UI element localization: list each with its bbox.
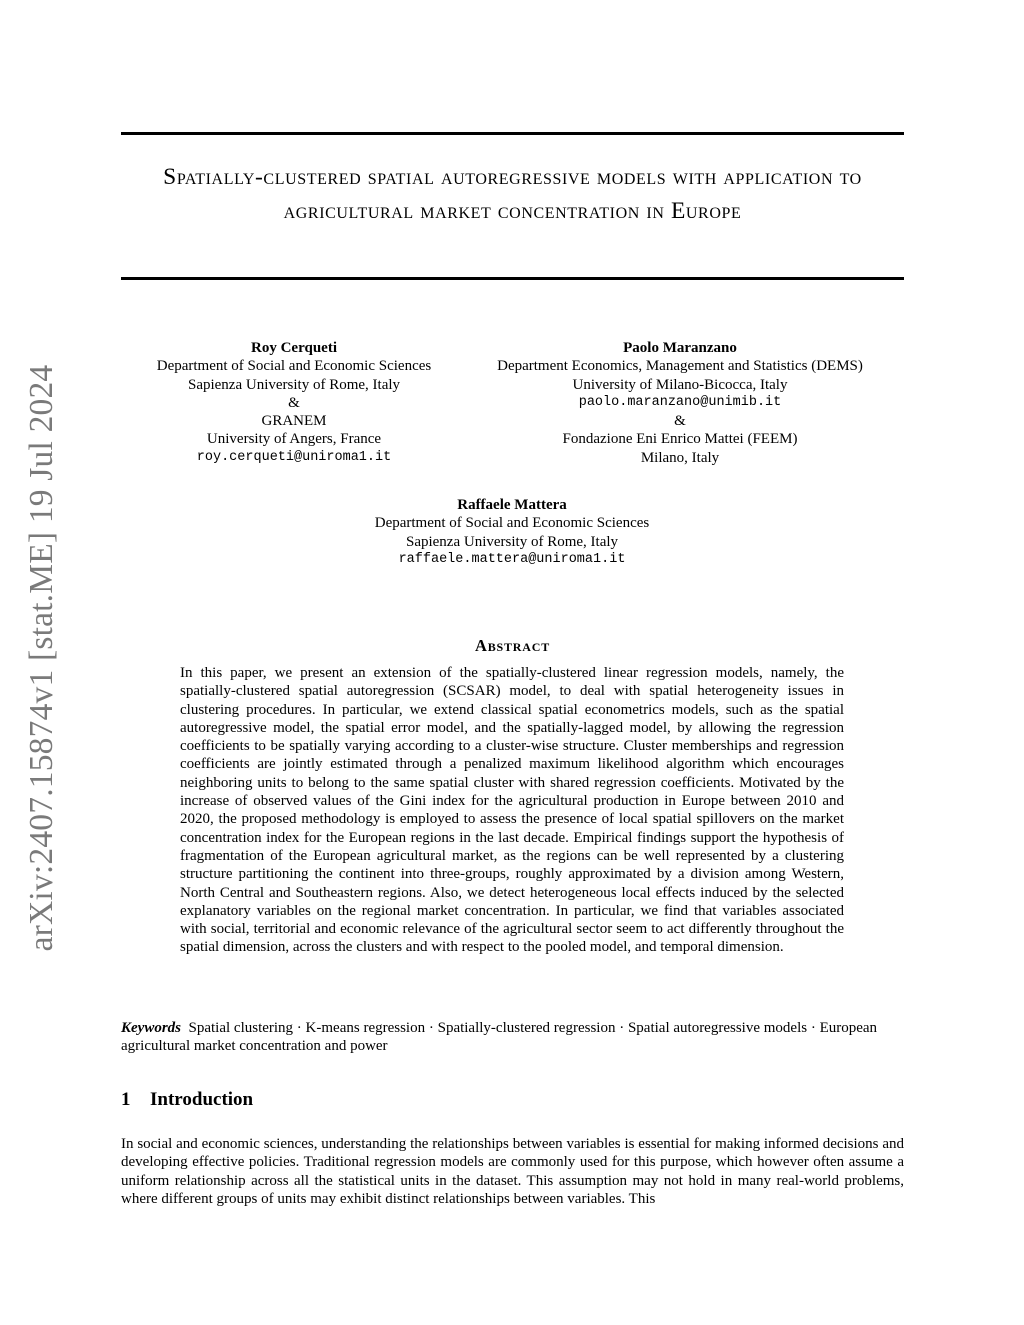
section-title: Introduction [150, 1089, 254, 1110]
arxiv-identifier-stamp: arXiv:2407.15874v1 [stat.ME] 19 Jul 2024 [23, 364, 60, 952]
keywords-label: Keywords [121, 1020, 181, 1036]
author-email[interactable]: raffaele.mattera@uniroma1.it [398, 551, 626, 567]
author-affiliation-line: Fondazione Eni Enrico Mattei (FEEM) [562, 431, 798, 448]
author-affiliation-line: Sapienza University of Rome, Italy [405, 533, 619, 550]
author-affiliation-line: Milano, Italy [640, 449, 720, 466]
author-name: Roy Cerqueti [251, 340, 337, 356]
author-block-3 [312, 496, 712, 569]
author-affiliation-line: Department Economics, Management and Statistics (DEMS) [497, 358, 863, 375]
keywords-block [121, 1019, 904, 1056]
author-affiliation-line: & [288, 394, 300, 411]
introduction-paragraph: In social and economic sciences, understanding the relationships between variables is essential for making informed decisions and developing effective policies. Traditional regression models are commonly used for this purpose, which however often assume a uniform relationship across all the statistical units in the dataset. This assumption may not hold in many real-world problems, where different groups of units may exhibit distinct relationships between variables. This [121, 1136, 904, 1207]
author-name: Paolo Maranzano [623, 340, 737, 356]
author-affiliation-line: GRANEM [261, 413, 327, 430]
author-name: Raffaele Mattera [457, 497, 567, 513]
author-block-1 [130, 339, 458, 467]
keywords-list: Spatial clustering · K-means regression · Spatially-clustered regression · Spatial autoregressive models · European agricultural market concentration and power [121, 1020, 878, 1055]
title-rule-top [121, 132, 904, 135]
author-affiliation-line: & [674, 413, 686, 430]
section-heading-introduction [121, 1089, 253, 1111]
author-email[interactable]: roy.cerqueti@uniroma1.it [196, 449, 392, 465]
abstract-text: In this paper, we present an extension of the spatially-clustered linear regression models, namely, the spatially-clustered spatial autoregression (SCSAR) model, to deal with spatial heterogeneity issues in clustering procedures. In particular, we extend classical spatial econometrics models, such as the spatial autoregressive model, the spatial error model, and the spatially-lagged model, by allowing the regression coefficients to be spatially varying according to a cluster-wise structure. Cluster memberships and regression coefficients are jointly estimated through a penalized maximum likelihood algorithm which encourages neighboring units to belong to the same spatial cluster with shared regression coefficients. Motivated by the increase of observed values of the Gini index for the agricultural production in Europe between 2010 and 2020, the proposed methodology is employed to assess the presence of local spatial spillovers on the market concentration index for the European regions in the last decade. Empirical findings support the hypothesis of fragmentation of the European agricultural market, as the regions can be well represented by a clustering structure partitioning the continent into three-groups, roughly approximated by a division among Western, North Central and Southeastern regions. Also, we detect heterogeneous local effects induced by the selected explanatory variables on the regional market concentration. In particular, we find that variables associated with social, territorial and economic relevance of the agricultural sector seem to act differently throughout the spatial dimension, across the clusters and with respect to the pooled model, and temporal dimension. [180, 665, 844, 956]
abstract-heading: Abstract [475, 636, 550, 655]
author-affiliation-line: University of Angers, France [206, 431, 382, 448]
author-affiliation-line: Sapienza University of Rome, Italy [187, 376, 401, 393]
author-affiliation-line: Department of Social and Economic Sciences [156, 358, 432, 375]
author-block-2 [470, 339, 890, 467]
paper-title: Spatially-clustered spatial autoregressive models with application to agricultural market concentration in Europe [163, 164, 862, 224]
title-rule-bottom [121, 277, 904, 280]
author-email[interactable]: paolo.maranzano@unimib.it [578, 394, 782, 410]
author-affiliation-line: University of Milano-Bicocca, Italy [572, 376, 788, 393]
section-number: 1 [121, 1089, 131, 1110]
author-affiliation-line: Department of Social and Economic Sciences [374, 515, 650, 532]
